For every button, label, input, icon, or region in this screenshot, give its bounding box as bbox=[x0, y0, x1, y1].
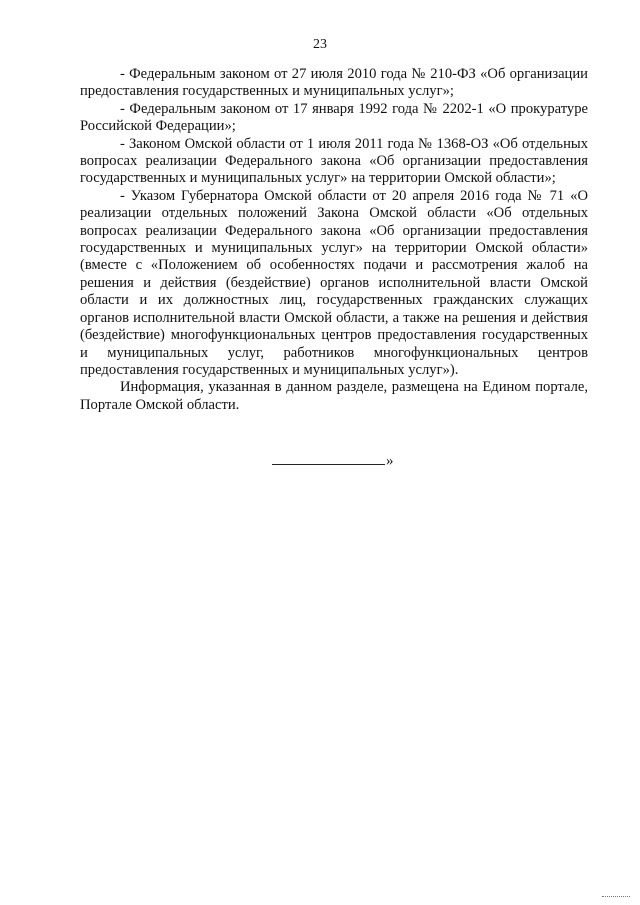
document-body bbox=[80, 66, 588, 414]
page-number: 23 bbox=[313, 37, 327, 52]
corner-dotted-mark bbox=[602, 896, 630, 897]
paragraph-information-placement: Информация, указанная в данном разделе, размещена на Едином портале, Портале Омской области. bbox=[80, 379, 588, 413]
paragraph-federal-law-2202: - Федеральным законом от 17 января 1992 года № 2202-1 «О прокуратуре Российской Федерации»; bbox=[80, 100, 588, 135]
paragraph-federal-law-210: - Федеральным законом от 27 июля 2010 года № 210-ФЗ «Об организации предоставления государственных и муниципальных услуг»; bbox=[80, 66, 588, 100]
closing-mark bbox=[272, 453, 394, 469]
paragraph-omsk-law-1368: - Законом Омской области от 1 июля 2011 года № 1368-ОЗ «Об отдельных вопросах реализации Федерального закона «Об организации предоставления государственных и муниципальных услуг» на территории Омской области»; bbox=[80, 135, 588, 187]
paragraph-governor-decree-71: - Указом Губернатора Омской области от 20 апреля 2016 года № 71 «О реализации отдельных положений Закона Омской области «Об отдельных вопросах реализации Федерального закона «Об организации предоставления государственных и муниципальных услуг» на территории Омской области» (вместе с «Положением об особенностях подачи и рассмотрения жалоб на решения и действия (бездействие) органов исполнительной власти Омской области и их должностных лиц, государственных гражданских служащих органов исполнительной власти Омской области, а также на решения и действия (бездействие) многофункциональных центров предоставления государственных и муниципальных услуг, работников многофункциональных центров предоставления государственных и муниципальных услуг»). bbox=[80, 187, 588, 378]
closing-quote: » bbox=[386, 453, 394, 469]
closing-rule bbox=[272, 453, 385, 465]
